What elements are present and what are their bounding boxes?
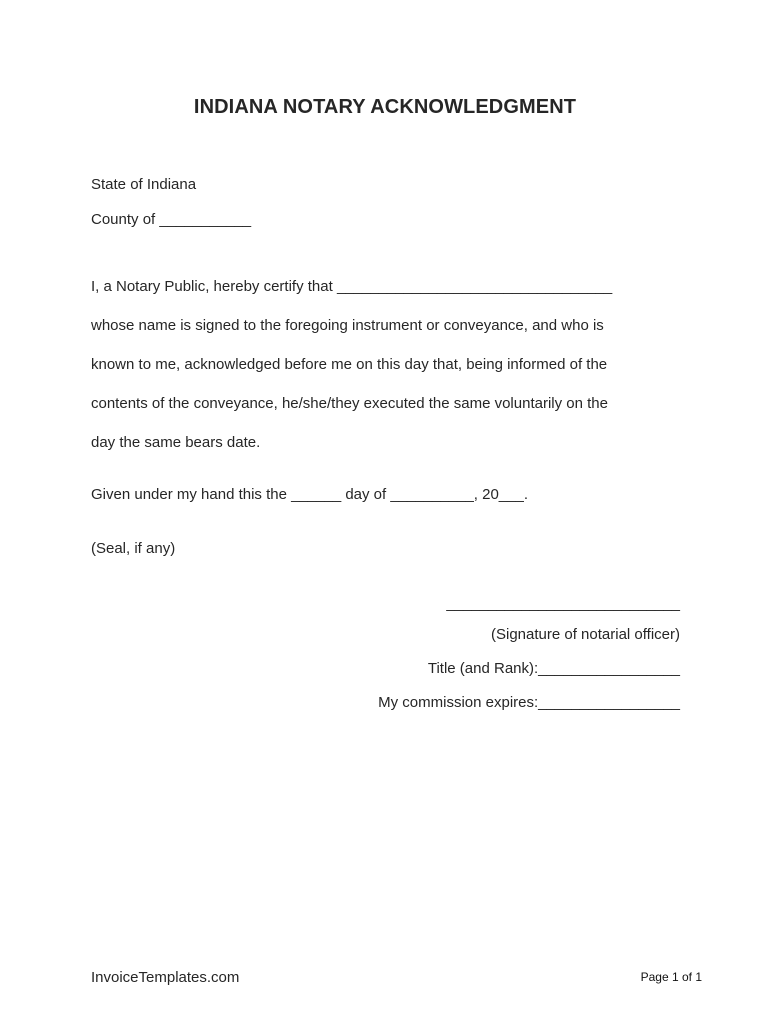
title-rank-line: Title (and Rank):_________________ — [427, 660, 680, 677]
body-line-5: day the same bears date. — [91, 434, 261, 451]
commission-expires-line: My commission expires:_________________ — [378, 694, 680, 711]
document-title: INDIANA NOTARY ACKNOWLEDGMENT — [193, 96, 577, 118]
footer-source: InvoiceTemplates.com — [91, 969, 240, 986]
signature-caption: (Signature of notarial officer) — [491, 626, 680, 643]
given-under-hand-line: Given under my hand this the ______ day of __________, 20___. — [91, 486, 528, 503]
page-number: Page 1 of 1 — [640, 970, 702, 984]
seal-line: (Seal, if any) — [91, 540, 176, 557]
state-line: State of Indiana — [91, 176, 197, 193]
certify-line: I, a Notary Public, hereby certify that _________________________________ — [91, 278, 613, 295]
body-line-2: whose name is signed to the foregoing instrument or conveyance, and who is — [91, 317, 604, 334]
body-line-3: known to me, acknowledged before me on this day that, being informed of the — [91, 356, 608, 373]
county-line: County of ___________ — [91, 211, 252, 228]
body-line-4: contents of the conveyance, he/she/they executed the same voluntarily on the — [91, 395, 608, 412]
signature-blank: ____________________________ — [446, 595, 680, 612]
